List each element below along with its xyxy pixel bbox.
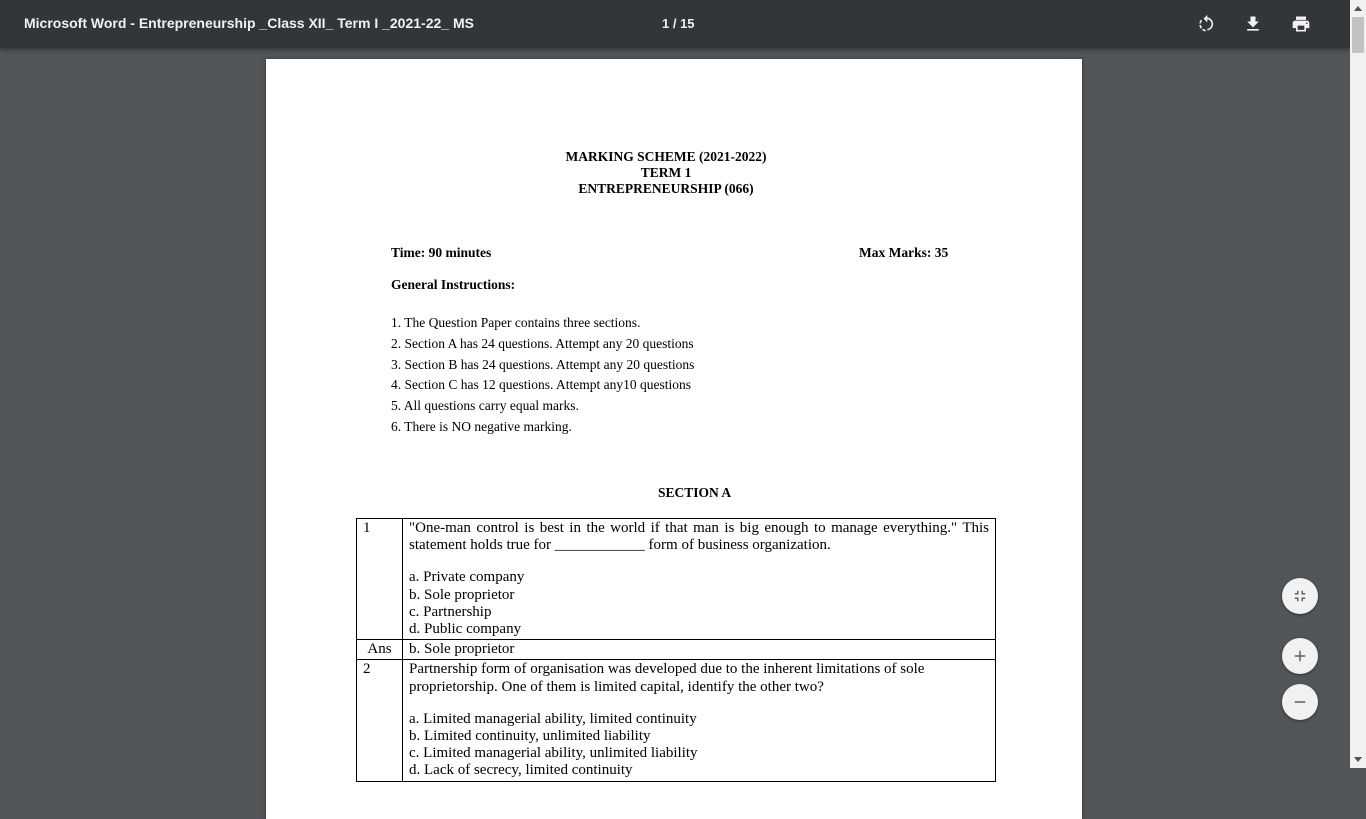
- option: a. Limited managerial ability, limited continuity: [409, 710, 697, 727]
- arrow-up-icon: [1354, 6, 1362, 11]
- question-number: 1: [357, 519, 403, 640]
- max-marks: Max Marks: 35: [859, 245, 949, 260]
- question-cell: [403, 660, 996, 781]
- option: b. Sole proprietor: [409, 586, 515, 603]
- question-text: "One-man control is best in the world if that man is big enough to manage everything." This statement holds true for ____________ form of business organization.: [409, 520, 989, 554]
- pdf-page: [266, 59, 1082, 819]
- zoom-in-icon: [1291, 647, 1309, 665]
- answer-label: Ans: [357, 640, 403, 660]
- option: b. Limited continuity, unlimited liability: [409, 728, 651, 745]
- print-button[interactable]: [1285, 8, 1317, 40]
- general-instructions-title: General Instructions:: [391, 277, 516, 292]
- option: c. Partnership: [409, 603, 492, 620]
- question-cell: [403, 519, 996, 640]
- pdf-toolbar: [0, 0, 1350, 48]
- option: d. Public company: [409, 621, 522, 638]
- question-text: Partnership form of organisation was developed due to the inherent limitations of sole proprietorship. One of them is limited capital, identify the other two?: [409, 661, 925, 695]
- table-row: [357, 640, 996, 660]
- zoom-in-button[interactable]: [1282, 638, 1318, 674]
- instruction-item: 5. All questions carry equal marks.: [391, 398, 579, 414]
- rotate-button[interactable]: [1189, 8, 1221, 40]
- option: c. Limited managerial ability, unlimited liability: [409, 745, 698, 762]
- table-row: [357, 660, 996, 781]
- scrollbar-thumb[interactable]: [1352, 17, 1364, 53]
- fit-page-button[interactable]: [1282, 578, 1318, 614]
- document-header: [266, 149, 1082, 197]
- fit-page-icon: [1291, 587, 1309, 605]
- table-row: [357, 519, 996, 640]
- instruction-item: 2. Section A has 24 questions. Attempt any 20 questions: [391, 335, 694, 351]
- instruction-item: 6. There is NO negative marking.: [391, 418, 572, 434]
- section-title: SECTION A: [658, 485, 732, 500]
- arrow-down-icon: [1354, 757, 1362, 762]
- question-number: 2: [357, 660, 403, 781]
- vertical-scrollbar[interactable]: [1350, 0, 1366, 768]
- header-line: TERM 1: [640, 165, 692, 180]
- zoom-out-icon: [1291, 693, 1309, 711]
- instruction-item: 3. Section B has 24 questions. Attempt any 20 questions: [391, 356, 695, 372]
- zoom-out-button[interactable]: [1282, 684, 1318, 720]
- option: d. Lack of secrecy, limited continuity: [409, 762, 633, 779]
- document-title: Microsoft Word - Entrepreneurship _Class XII_ Term I _2021-22_ MS: [24, 15, 474, 31]
- scroll-up-arrow[interactable]: [1350, 0, 1366, 17]
- download-button[interactable]: [1237, 8, 1269, 40]
- instructions-list: [391, 313, 694, 438]
- instruction-item: 1. The Question Paper contains three sections.: [391, 315, 641, 330]
- header-line: MARKING SCHEME (2021-2022): [565, 149, 767, 164]
- option: a. Private company: [409, 569, 525, 586]
- page-indicator: 1 / 15: [662, 16, 695, 31]
- answer-text: b. Sole proprietor: [403, 640, 996, 660]
- print-icon: [1291, 14, 1311, 34]
- header-line: ENTREPRENEURSHIP (066): [578, 181, 754, 196]
- instruction-item: 4. Section C has 12 questions. Attempt any10 questions: [391, 377, 691, 393]
- rotate-icon: [1195, 14, 1215, 34]
- download-icon: [1243, 14, 1263, 34]
- scroll-down-arrow[interactable]: [1350, 751, 1366, 768]
- questions-table: [356, 518, 996, 782]
- exam-time: Time: 90 minutes: [391, 245, 492, 260]
